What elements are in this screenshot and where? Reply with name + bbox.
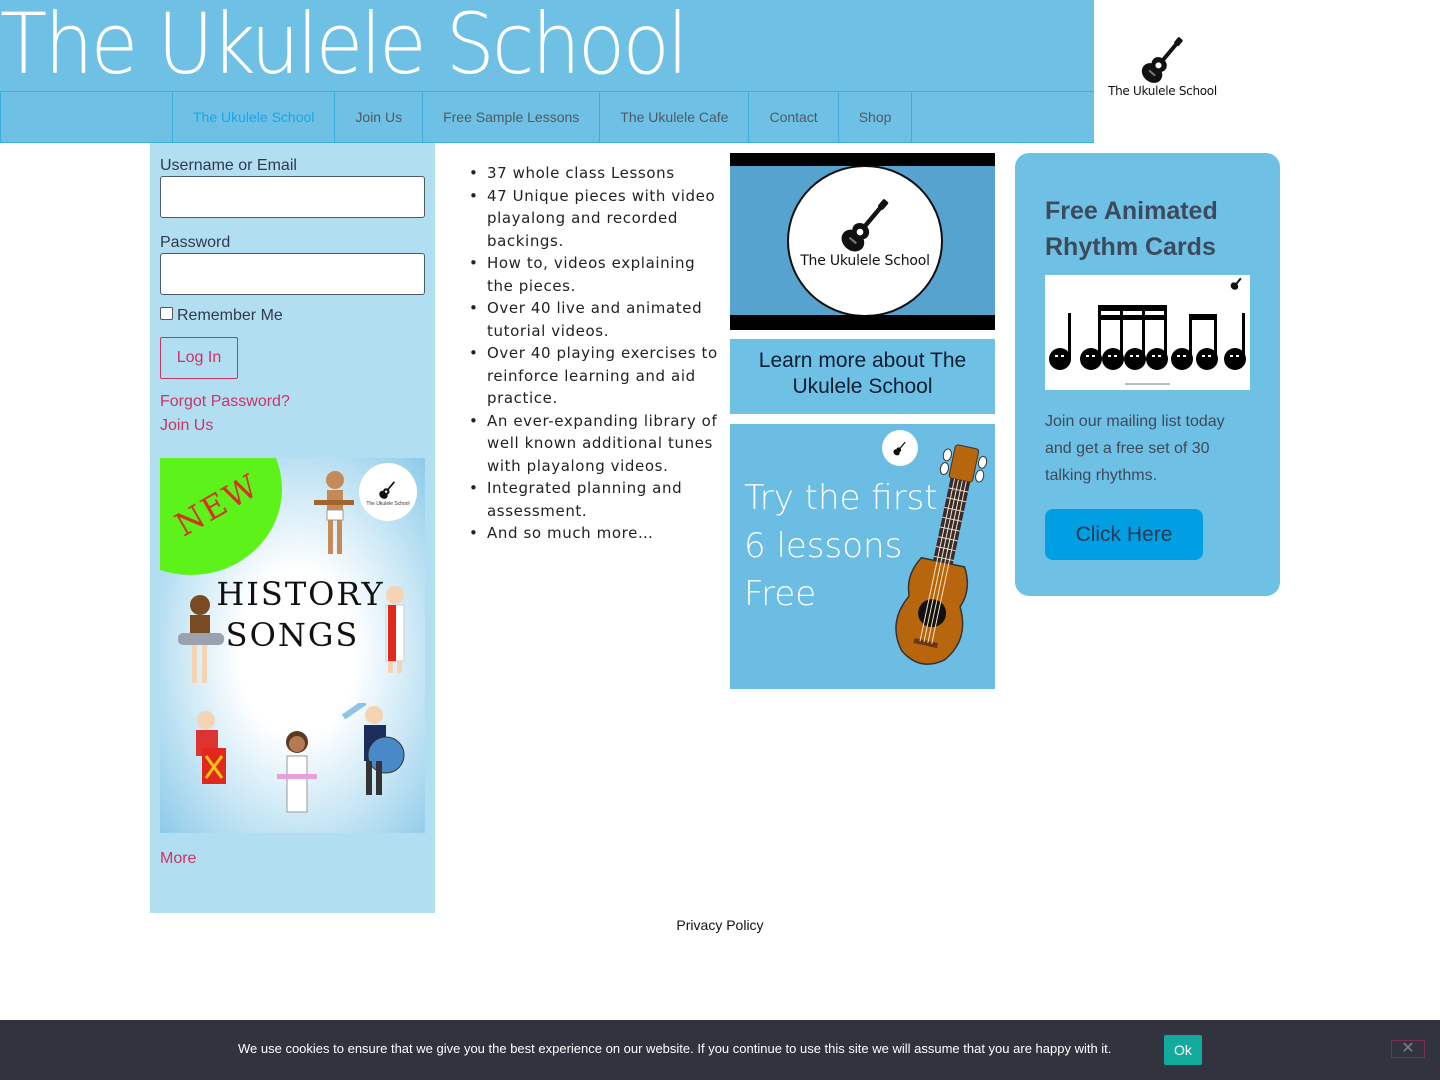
username-label: Username or Email <box>160 157 297 174</box>
history-songs-promo-image[interactable] <box>160 458 425 833</box>
nav-item-shop[interactable]: Shop <box>839 92 913 142</box>
nav-item-free-sample-lessons[interactable]: Free Sample Lessons <box>423 92 600 142</box>
nav-item-ukulele-cafe[interactable]: The Ukulele Cafe <box>600 92 749 142</box>
forgot-password-link[interactable]: Forgot Password? <box>160 393 290 410</box>
remember-me[interactable] <box>160 307 425 325</box>
rhythm-card-description: Join our mailing list today and get a free set of 30 talking rhythms. <box>1045 413 1225 484</box>
try-free-line1: Try the first <box>744 478 938 518</box>
feature-item: • 47 Unique pieces with video playalong and recorded backings. <box>469 185 719 253</box>
password-label: Password <box>160 234 231 251</box>
caveman-figure-icon <box>310 466 360 561</box>
bearded-man-figure-icon <box>178 593 228 688</box>
username-input[interactable] <box>160 176 425 218</box>
cookie-close-button[interactable] <box>1391 1040 1425 1058</box>
feature-item: • An ever-expanding library of well known additional tunes with playalong videos. <box>469 410 719 478</box>
feature-item: • Over 40 live and animated tutorial videos. <box>469 297 719 342</box>
feature-item: • 37 whole class Lessons <box>469 162 719 185</box>
feature-item: • How to, videos explaining the pieces. <box>469 252 719 297</box>
cookie-notice-bar <box>0 1020 1440 1080</box>
ukulele-icon <box>892 442 992 672</box>
nav-item-join-us[interactable]: Join Us <box>335 92 423 142</box>
login-sidebar <box>150 143 435 913</box>
try-free-line2: 6 lessons <box>744 526 903 566</box>
video-logo-text: The Ukulele School <box>800 253 930 269</box>
egyptian-figure-icon <box>272 728 322 828</box>
feature-item: • Over 40 playing exercises to reinforce learning and aid practice. <box>469 342 719 410</box>
learn-more-button[interactable]: Learn more about The Ukulele School <box>730 339 995 414</box>
soldier-figure-icon <box>184 708 244 798</box>
password-input[interactable] <box>160 253 425 295</box>
cookie-ok-button[interactable]: Ok <box>1164 1035 1202 1065</box>
try-free-lessons-banner[interactable] <box>730 424 995 689</box>
roman-figure-icon <box>370 583 415 678</box>
nav-spacer <box>1 92 173 142</box>
login-button[interactable]: Log In <box>160 337 238 379</box>
try-free-line3: Free <box>744 574 817 614</box>
video-frame <box>730 166 995 315</box>
feature-item: • And so much more… <box>469 522 719 545</box>
main-nav <box>0 91 1094 143</box>
login-links <box>160 390 425 438</box>
feature-list <box>469 162 719 545</box>
logo-text: The Ukulele School <box>1108 84 1217 98</box>
site-header <box>0 0 1094 143</box>
privacy-policy-link[interactable]: Privacy Policy <box>676 917 764 933</box>
rhythm-cards-image <box>1045 275 1250 390</box>
remember-me-checkbox[interactable] <box>160 307 173 320</box>
guitar-icon <box>376 477 400 501</box>
intro-video[interactable] <box>730 153 995 330</box>
join-us-link[interactable]: Join Us <box>160 417 214 434</box>
cookie-message: We use cookies to ensure that we give you the best experience on our website. If you continue to use this site we will assume that you are happy with it. <box>238 1041 1112 1056</box>
more-link[interactable]: More <box>160 850 197 867</box>
nav-item-contact[interactable]: Contact <box>749 92 838 142</box>
video-logo-circle <box>787 166 943 315</box>
viking-figure-icon <box>340 703 410 803</box>
nav-item-the-ukulele-school[interactable]: The Ukulele School <box>173 92 335 142</box>
badge-text: The Ukulele School <box>366 501 410 507</box>
rhythm-card-title: Free Animated Rhythm Cards <box>1045 197 1218 261</box>
header-logo[interactable] <box>1100 30 1225 105</box>
rhythm-cards-signup <box>1015 153 1280 596</box>
site-title[interactable]: The Ukulele School <box>0 0 686 93</box>
school-logo-badge <box>359 463 417 521</box>
music-notes-icon <box>1045 275 1250 390</box>
click-here-button[interactable]: Click Here <box>1045 509 1203 560</box>
feature-item: • Integrated planning and assessment. <box>469 477 719 522</box>
guitar-icon <box>834 189 896 261</box>
history-title-line2: SONGS <box>225 616 360 654</box>
new-badge-text: NEW <box>168 465 266 545</box>
close-icon: ✕ <box>1401 1040 1415 1057</box>
history-title-line1: HISTORY <box>216 575 385 613</box>
remember-me-label: Remember Me <box>177 307 283 324</box>
guitar-icon <box>1135 30 1191 88</box>
